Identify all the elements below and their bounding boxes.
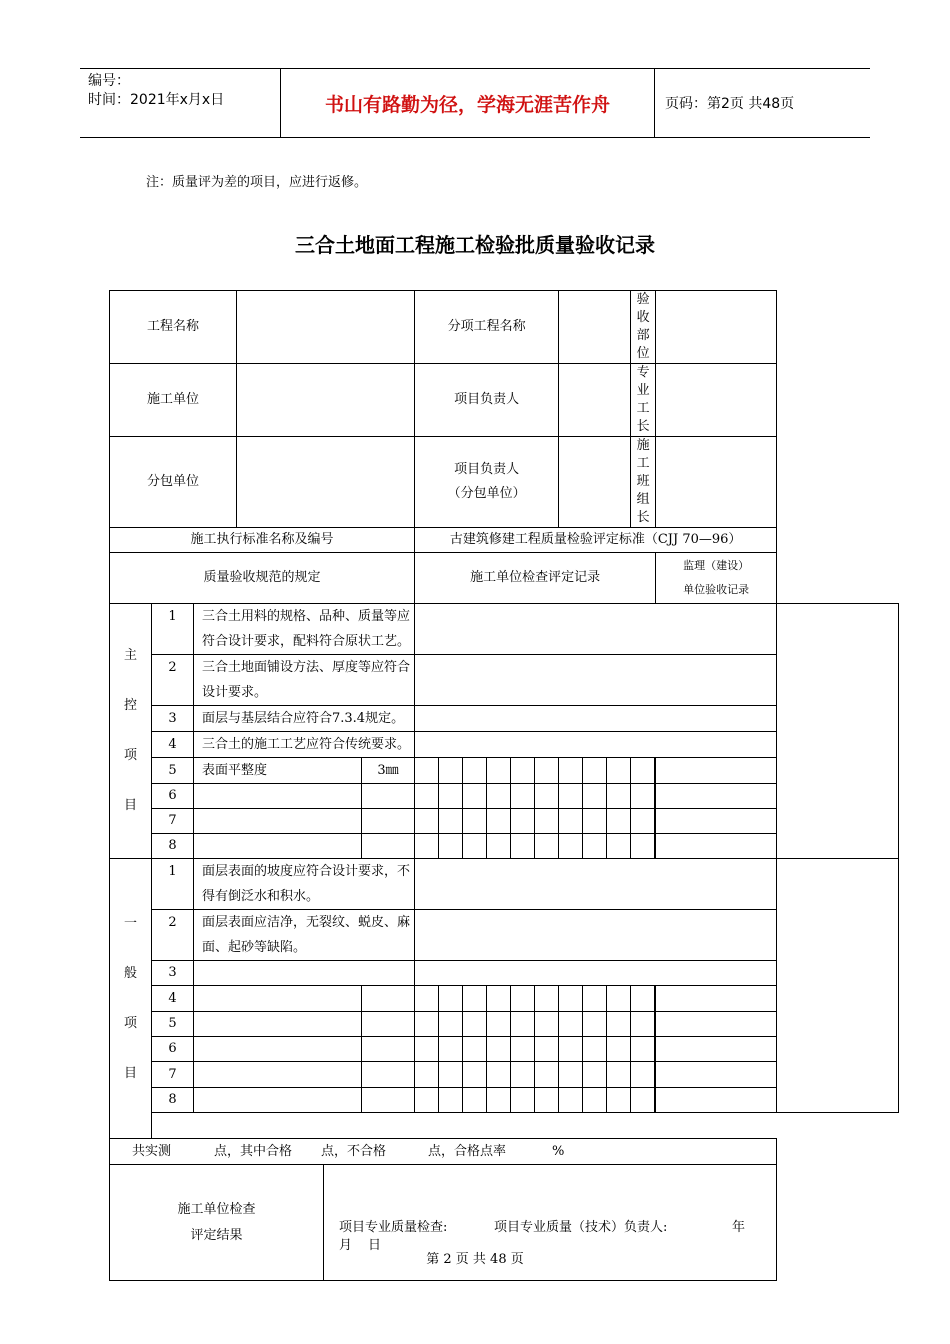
measure-cell[interactable] bbox=[487, 834, 511, 859]
measure-cell[interactable] bbox=[439, 1088, 463, 1113]
measure-cell[interactable] bbox=[559, 1012, 583, 1037]
blank-cell bbox=[152, 1113, 777, 1139]
supervision-header bbox=[656, 553, 777, 604]
standard-row bbox=[110, 528, 899, 553]
check-record-cell[interactable] bbox=[415, 604, 777, 655]
measure-cell[interactable] bbox=[415, 1037, 439, 1062]
measure-cell[interactable] bbox=[415, 1088, 439, 1113]
measure-cell[interactable] bbox=[487, 986, 511, 1012]
measure-cell[interactable] bbox=[487, 1037, 511, 1062]
item-number: 1 bbox=[152, 859, 194, 910]
measure-cell[interactable] bbox=[535, 1012, 559, 1037]
measure-cell[interactable] bbox=[439, 1012, 463, 1037]
sub-manager-line2: （分包单位） bbox=[447, 486, 526, 501]
measure-cell[interactable] bbox=[487, 809, 511, 834]
measure-cell[interactable] bbox=[439, 1062, 463, 1088]
month-label: 月 bbox=[339, 1237, 353, 1253]
code-label: 编号： bbox=[88, 73, 130, 89]
measure-cell[interactable] bbox=[535, 758, 559, 784]
item-number: 4 bbox=[152, 986, 194, 1012]
construction-unit-value[interactable] bbox=[237, 364, 415, 437]
subcontract-unit-label: 分包单位 bbox=[110, 437, 237, 528]
item-text: 三合土地面铺设方法、厚度等应符合设计要求。 bbox=[194, 655, 415, 706]
quality-check-label: 项目专业质量检查: bbox=[339, 1219, 448, 1235]
measure-cell[interactable] bbox=[415, 809, 439, 834]
info-row-2 bbox=[110, 364, 899, 437]
standard-value: 古建筑修建工程质量检验评定标准（CJJ 70—96） bbox=[415, 528, 777, 553]
measure-cell[interactable] bbox=[535, 834, 559, 859]
measure-cell[interactable] bbox=[631, 784, 655, 809]
measure-cell[interactable] bbox=[559, 809, 583, 834]
page-title: 三合土地面工程施工检验批质量验收记录 bbox=[295, 233, 655, 257]
item-number: 3 bbox=[152, 706, 194, 732]
item-number: 6 bbox=[152, 784, 194, 809]
summary-text bbox=[110, 1139, 777, 1165]
measure-cell[interactable] bbox=[511, 1037, 535, 1062]
check-record-cell[interactable] bbox=[415, 732, 777, 758]
info-row-1 bbox=[110, 291, 899, 364]
measure-cell[interactable] bbox=[439, 1037, 463, 1062]
measure-cell[interactable] bbox=[656, 758, 777, 784]
check-record-cell[interactable] bbox=[415, 910, 777, 961]
measure-cell[interactable] bbox=[439, 784, 463, 809]
project-manager-value[interactable] bbox=[559, 364, 631, 437]
measure-cell[interactable] bbox=[439, 834, 463, 859]
item-tolerance[interactable] bbox=[362, 986, 415, 1012]
foreman-value[interactable] bbox=[656, 364, 777, 437]
measure-cell[interactable] bbox=[631, 834, 655, 859]
summary-percent: % bbox=[552, 1143, 565, 1159]
item-number: 2 bbox=[152, 910, 194, 961]
measure-cell[interactable] bbox=[511, 1088, 535, 1113]
measure-cell[interactable] bbox=[463, 809, 487, 834]
construction-unit-label: 施工单位 bbox=[110, 364, 237, 437]
project-name-value[interactable] bbox=[237, 291, 415, 364]
item-number: 8 bbox=[152, 1088, 194, 1113]
summary-fail-label: 点，不合格 bbox=[321, 1143, 387, 1159]
measure-cell[interactable] bbox=[607, 1088, 631, 1113]
measure-cell[interactable] bbox=[439, 986, 463, 1012]
supervision-cell[interactable] bbox=[777, 604, 899, 859]
measure-cell[interactable] bbox=[415, 1062, 439, 1088]
measure-cell[interactable] bbox=[511, 809, 535, 834]
time-label: 时间：2021年x月x日 bbox=[88, 92, 225, 108]
supervision-line1: 监理（建设） bbox=[683, 559, 750, 572]
measure-cell[interactable] bbox=[631, 986, 655, 1012]
measure-cell[interactable] bbox=[535, 784, 559, 809]
item-text: 面层与基层结合应符合7.3.4规定。 bbox=[194, 706, 415, 732]
item-text[interactable] bbox=[194, 834, 362, 859]
measure-cell[interactable] bbox=[463, 834, 487, 859]
measure-cell[interactable] bbox=[631, 1088, 655, 1113]
measure-cell[interactable] bbox=[631, 809, 655, 834]
sub-manager-value[interactable] bbox=[559, 437, 631, 528]
item-text[interactable] bbox=[194, 1012, 362, 1037]
result-label-line1: 施工单位检查 bbox=[177, 1201, 256, 1217]
measure-cell[interactable] bbox=[415, 834, 439, 859]
header-page-info: 页码：第2页 共48页 bbox=[665, 96, 795, 112]
summary-row bbox=[110, 1139, 899, 1165]
measure-cell[interactable] bbox=[439, 758, 463, 784]
page-footer: 第 2 页 共 48 页 bbox=[426, 1252, 524, 1267]
supervision-cell[interactable] bbox=[777, 859, 899, 1113]
measure-cell[interactable] bbox=[535, 1088, 559, 1113]
measure-cell[interactable] bbox=[559, 1037, 583, 1062]
column-header-row bbox=[110, 553, 899, 604]
measure-cell[interactable] bbox=[487, 784, 511, 809]
supervision-line2: 单位验收记录 bbox=[683, 583, 750, 596]
measure-cell[interactable] bbox=[583, 1062, 607, 1088]
measure-cell[interactable] bbox=[656, 784, 777, 809]
measure-cell[interactable] bbox=[607, 758, 631, 784]
item-tolerance[interactable] bbox=[362, 834, 415, 859]
measure-cell[interactable] bbox=[631, 758, 655, 784]
item-text[interactable] bbox=[194, 1037, 362, 1062]
item-number: 7 bbox=[152, 1062, 194, 1088]
measure-cell[interactable] bbox=[583, 834, 607, 859]
measure-cell[interactable] bbox=[559, 1088, 583, 1113]
team-leader-label: 施工班组长 bbox=[631, 437, 656, 528]
measure-cell[interactable] bbox=[559, 1062, 583, 1088]
measure-cell[interactable] bbox=[607, 834, 631, 859]
item-text[interactable] bbox=[194, 961, 415, 986]
measure-cell[interactable] bbox=[487, 1088, 511, 1113]
measure-cell[interactable] bbox=[463, 1012, 487, 1037]
measure-cell[interactable] bbox=[463, 758, 487, 784]
item-number: 6 bbox=[152, 1037, 194, 1062]
page-header bbox=[80, 68, 870, 138]
header-meta bbox=[80, 69, 281, 137]
measure-cell[interactable] bbox=[607, 1037, 631, 1062]
item-tolerance: 3㎜ bbox=[362, 758, 415, 784]
measure-cell[interactable] bbox=[511, 986, 535, 1012]
measure-cell[interactable] bbox=[463, 1062, 487, 1088]
measure-cell[interactable] bbox=[559, 784, 583, 809]
item-text: 面层表面应洁净，无裂纹、蜕皮、麻面、起砂等缺陷。 bbox=[194, 910, 415, 961]
measure-cell[interactable] bbox=[583, 986, 607, 1012]
spec-header: 质量验收规范的规定 bbox=[110, 553, 415, 604]
measure-cell[interactable] bbox=[631, 1012, 655, 1037]
note-text: 注：质量评为差的项目，应进行返修。 bbox=[146, 175, 368, 190]
measure-cell[interactable] bbox=[511, 834, 535, 859]
check-record-cell[interactable] bbox=[415, 706, 777, 732]
measure-cell[interactable] bbox=[487, 758, 511, 784]
measure-cell[interactable] bbox=[607, 1012, 631, 1037]
project-manager-label: 项目负责人 bbox=[415, 364, 559, 437]
measure-cell[interactable] bbox=[463, 1088, 487, 1113]
measure-cell[interactable] bbox=[439, 809, 463, 834]
measure-cell[interactable] bbox=[535, 809, 559, 834]
measure-cell[interactable] bbox=[463, 784, 487, 809]
measure-cell[interactable] bbox=[415, 784, 439, 809]
item-number: 5 bbox=[152, 758, 194, 784]
measure-cell[interactable] bbox=[583, 809, 607, 834]
measure-cell[interactable] bbox=[535, 1062, 559, 1088]
measure-cell[interactable] bbox=[607, 784, 631, 809]
check-record-cell[interactable] bbox=[415, 859, 777, 910]
measure-cell[interactable] bbox=[607, 986, 631, 1012]
item-number: 7 bbox=[152, 809, 194, 834]
item-number: 5 bbox=[152, 1012, 194, 1037]
item-text: 表面平整度 bbox=[194, 758, 362, 784]
sub-manager-label bbox=[415, 437, 559, 528]
measure-cell[interactable] bbox=[656, 834, 777, 859]
item-text[interactable] bbox=[194, 986, 362, 1012]
sub-manager-line1: 项目负责人 bbox=[454, 462, 520, 477]
standard-label: 施工执行标准名称及编号 bbox=[110, 528, 415, 553]
item-text[interactable] bbox=[194, 1088, 362, 1113]
check-record-cell[interactable] bbox=[415, 961, 777, 986]
measure-cell[interactable] bbox=[656, 1088, 777, 1113]
measure-cell[interactable] bbox=[583, 1088, 607, 1113]
subcontract-unit-value[interactable] bbox=[237, 437, 415, 528]
check-record-cell[interactable] bbox=[415, 655, 777, 706]
measure-cell[interactable] bbox=[656, 1037, 777, 1062]
measure-cell[interactable] bbox=[656, 1062, 777, 1088]
measure-cell[interactable] bbox=[511, 1012, 535, 1037]
info-row-3 bbox=[110, 437, 899, 528]
tech-lead-label: 项目专业质量（技术）负责人: bbox=[494, 1219, 668, 1235]
measure-cell[interactable] bbox=[559, 986, 583, 1012]
measure-cell[interactable] bbox=[463, 1037, 487, 1062]
result-label-line2: 评定结果 bbox=[190, 1227, 243, 1243]
general-item-row bbox=[110, 859, 899, 910]
item-text: 三合土用料的规格、品种、质量等应符合设计要求，配料符合原状工艺。 bbox=[194, 604, 415, 655]
general-label: 一 般 项 目 bbox=[110, 859, 152, 1139]
measure-cell[interactable] bbox=[487, 1012, 511, 1037]
summary-pass-label: 点，其中合格 bbox=[214, 1143, 293, 1159]
foreman-label: 专业工长 bbox=[631, 364, 656, 437]
measure-cell[interactable] bbox=[656, 809, 777, 834]
measure-cell[interactable] bbox=[559, 758, 583, 784]
item-number: 3 bbox=[152, 961, 194, 986]
acceptance-part-value[interactable] bbox=[656, 291, 777, 364]
project-name-label: 工程名称 bbox=[110, 291, 237, 364]
item-text[interactable] bbox=[194, 784, 362, 809]
measure-cell[interactable] bbox=[559, 834, 583, 859]
measure-cell[interactable] bbox=[631, 1062, 655, 1088]
measure-cell[interactable] bbox=[656, 986, 777, 1012]
item-number: 1 bbox=[152, 604, 194, 655]
main-control-label: 主 控 项 目 bbox=[110, 604, 152, 859]
summary-total-label: 共实测 bbox=[132, 1143, 172, 1159]
measure-cell[interactable] bbox=[583, 784, 607, 809]
measure-cell[interactable] bbox=[583, 758, 607, 784]
measure-cell[interactable] bbox=[463, 986, 487, 1012]
measure-cell[interactable] bbox=[607, 809, 631, 834]
measure-cell[interactable] bbox=[415, 758, 439, 784]
item-tolerance[interactable] bbox=[362, 809, 415, 834]
team-leader-value[interactable] bbox=[656, 437, 777, 528]
general-blank-row bbox=[110, 1113, 899, 1139]
sub-project-label: 分项工程名称 bbox=[415, 291, 559, 364]
measure-cell[interactable] bbox=[535, 986, 559, 1012]
item-number: 8 bbox=[152, 834, 194, 859]
acceptance-part-label: 验收部位 bbox=[631, 291, 656, 364]
measure-cell[interactable] bbox=[511, 1062, 535, 1088]
item-text[interactable] bbox=[194, 809, 362, 834]
item-tolerance[interactable] bbox=[362, 1037, 415, 1062]
measure-cell[interactable] bbox=[511, 784, 535, 809]
measure-cell[interactable] bbox=[583, 1012, 607, 1037]
item-number: 4 bbox=[152, 732, 194, 758]
item-tolerance[interactable] bbox=[362, 1088, 415, 1113]
day-label: 日 bbox=[368, 1237, 382, 1253]
item-text: 面层表面的坡度应符合设计要求，不得有倒泛水和积水。 bbox=[194, 859, 415, 910]
item-text: 三合土的施工工艺应符合传统要求。 bbox=[194, 732, 415, 758]
summary-rate-label: 点，合格点率 bbox=[428, 1143, 507, 1159]
measure-cell[interactable] bbox=[631, 1037, 655, 1062]
item-tolerance[interactable] bbox=[362, 1012, 415, 1037]
check-record-header: 施工单位检查评定记录 bbox=[415, 553, 656, 604]
measure-cell[interactable] bbox=[511, 758, 535, 784]
measure-cell[interactable] bbox=[656, 1012, 777, 1037]
acceptance-table bbox=[109, 290, 899, 1281]
measure-cell[interactable] bbox=[583, 1037, 607, 1062]
item-tolerance[interactable] bbox=[362, 1062, 415, 1088]
measure-cell[interactable] bbox=[487, 1062, 511, 1088]
main-item-row bbox=[110, 604, 899, 655]
measure-cell[interactable] bbox=[607, 1062, 631, 1088]
item-tolerance[interactable] bbox=[362, 784, 415, 809]
measure-cell[interactable] bbox=[415, 986, 439, 1012]
measure-cell[interactable] bbox=[535, 1037, 559, 1062]
year-label: 年 bbox=[732, 1219, 746, 1235]
sub-project-value[interactable] bbox=[559, 291, 631, 364]
header-motto: 书山有路勤为径，学海无涯苦作舟 bbox=[281, 69, 655, 137]
item-text[interactable] bbox=[194, 1062, 362, 1088]
measure-cell[interactable] bbox=[415, 1012, 439, 1037]
item-number: 2 bbox=[152, 655, 194, 706]
